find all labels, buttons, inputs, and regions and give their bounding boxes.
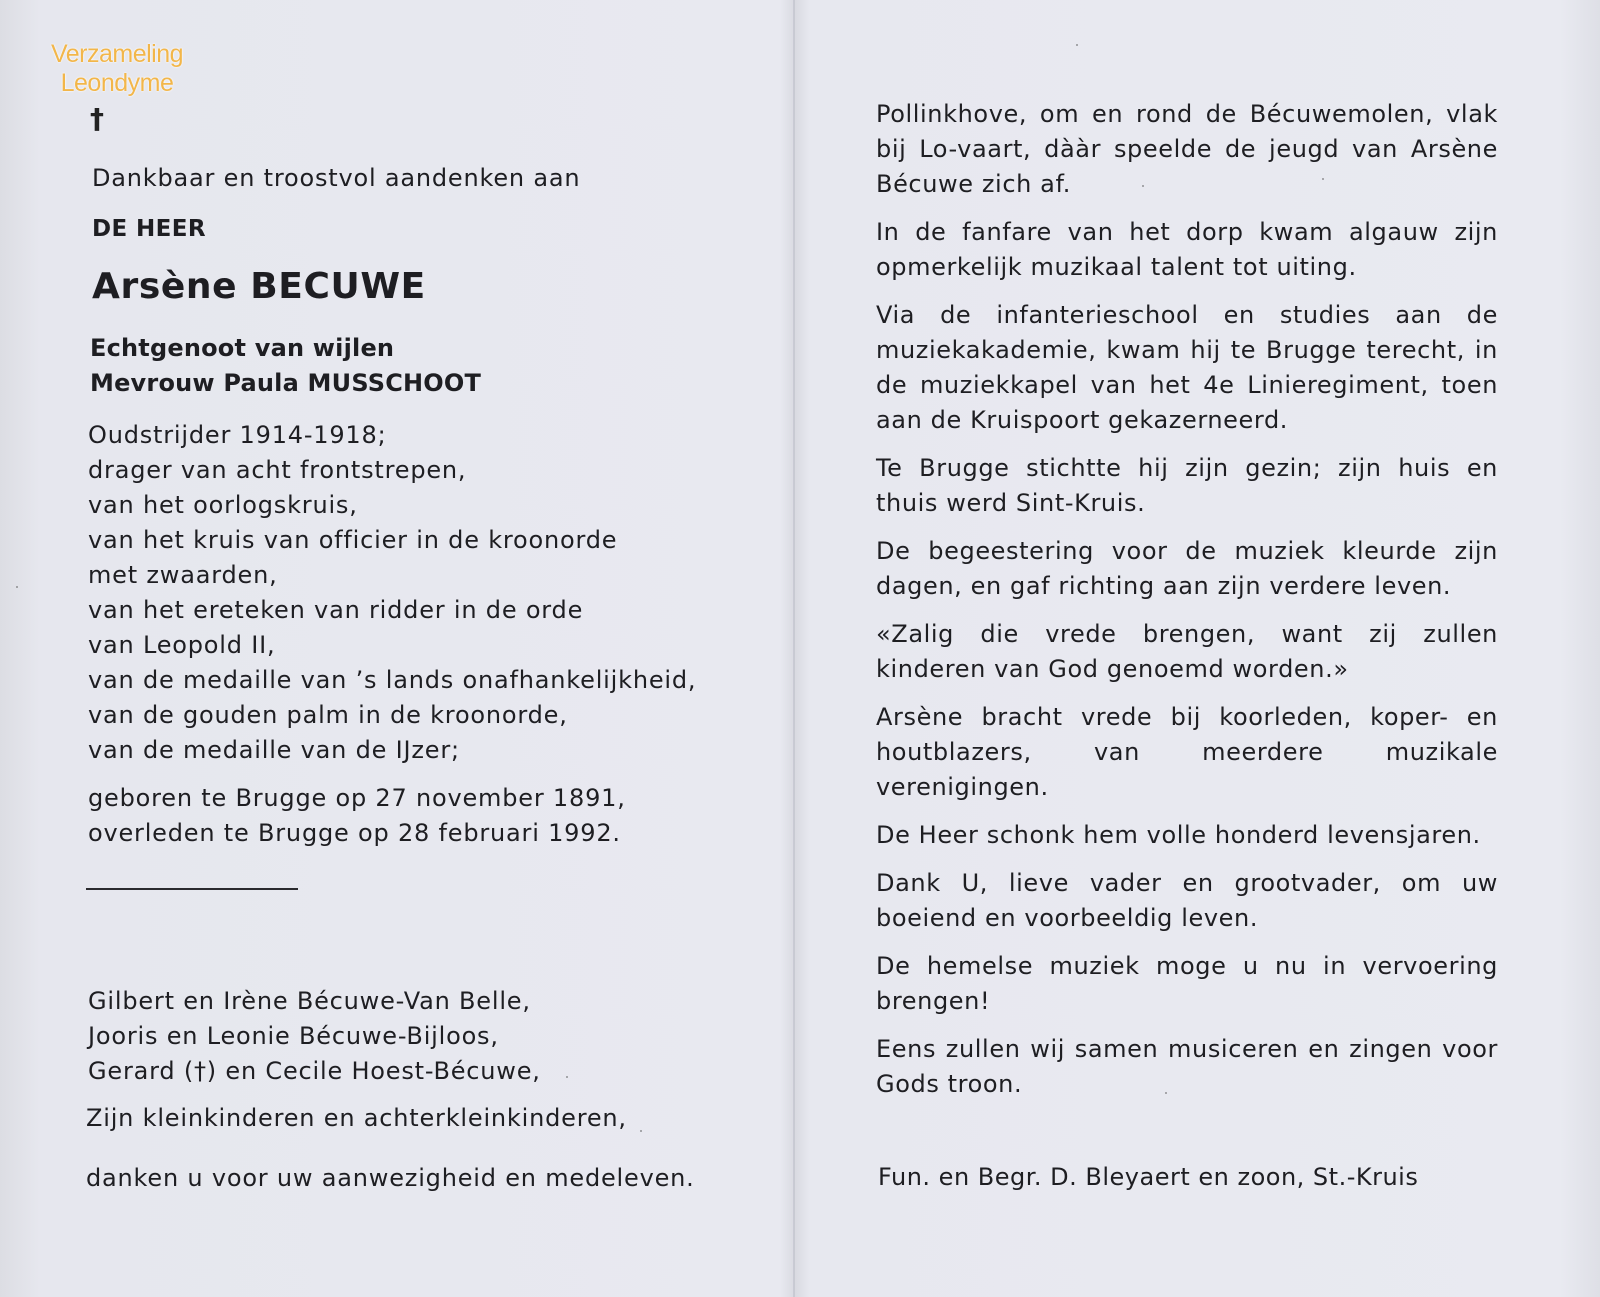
deceased-name: Arsène BECUWE [92,266,426,307]
collection-watermark [32,40,202,98]
biography-text [876,97,1498,1115]
divider-rule [86,888,298,890]
honours-line: van de gouden palm in de kroonorde, [88,701,568,729]
honours-line: van het oorlogskruis, [88,491,358,519]
honours-line: van het kruis van officier in de kroonorde [88,526,618,554]
honours-line: van de medaille van de IJzer; [88,736,460,764]
paper-speck [566,1076,568,1078]
biography-paragraph: Arsène bracht vrede bij koorleden, koper- en houtblazers, van meerdere muzikale verenigingen. [876,703,1498,801]
thanks-line: danken u voor uw aanwezigheid en medeleven. [86,1164,695,1192]
biography-paragraph: Pollinkhove, om en rond de Bécuwemolen, vlak bij Lo-vaart, dààr speelde de jeugd van Arsène Bécuwe zich af. [876,100,1498,198]
biography-paragraph: De Heer schonk hem volle honderd levensjaren. [876,821,1481,849]
biography-paragraph: Via de infanterieschool en studies aan de muziekakademie, kwam hij te Brugge terecht, in de muziekkapel van het 4e Linieregiment, toen aan de Kruispoort gekazerneerd. [876,301,1498,434]
biography-paragraph: Dank U, lieve vader en grootvader, om uw boeiend en voorbeeldig leven. [876,869,1498,932]
death-line: overleden te Brugge op 28 februari 1992. [88,819,621,847]
biography-paragraph: Eens zullen wij samen musiceren en zingen voor Gods troon. [876,1035,1498,1098]
birth-line: geboren te Brugge op 27 november 1891, [88,784,626,812]
honours-line: van het ereteken van ridder in de orde [88,596,584,624]
honours-line: met zwaarden, [88,561,278,589]
intro-line: Dankbaar en troostvol aandenken aan [92,164,581,192]
spouse-info [90,331,481,401]
family-line: Jooris en Leonie Bécuwe-Bijloos, [88,1022,499,1050]
biography-paragraph: Te Brugge stichtte hij zijn gezin; zijn huis en thuis werd Sint-Kruis. [876,454,1498,517]
paper-speck [1142,185,1144,187]
life-dates [88,781,626,851]
spouse-line-1: Echtgenoot van wijlen [90,334,395,362]
family-line: Gilbert en Irène Bécuwe-Van Belle, [88,987,531,1015]
paper-speck [1322,178,1324,180]
biography-paragraph: De begeestering voor de muziek kleurde zijn dagen, en gaf richting aan zijn verdere leven. [876,537,1498,600]
watermark-line-2: Leondyme [60,69,174,97]
biography-paragraph: «Zalig die vrede brengen, want zij zullen kinderen van God genoemd worden.» [876,620,1498,683]
paper-speck [16,586,18,588]
grandchildren-line: Zijn kleinkinderen en achterkleinkinderen, [86,1104,627,1132]
cross-icon: † [90,102,104,135]
card-fold [793,0,795,1297]
family-list [88,984,541,1089]
biography-paragraph: In de fanfare van het dorp kwam algauw zijn opmerkelijk muzikaal talent tot uiting. [876,218,1498,281]
honours-line: van Leopold II, [88,631,276,659]
paper-speck [1076,44,1078,46]
watermark-line-1: Verzameling [50,40,184,68]
honours-line: van de medaille van ’s lands onafhankelijkheid, [88,666,697,694]
honours-list [88,418,696,768]
spouse-line-2: Mevrouw Paula MUSSCHOOT [90,369,482,397]
paper-speck [640,1130,642,1132]
biography-paragraph: De hemelse muziek moge u nu in vervoering brengen! [876,952,1498,1015]
family-line: Gerard (†) en Cecile Hoest-Bécuwe, [88,1057,541,1085]
honours-line: Oudstrijder 1914-1918; [88,421,387,449]
honorific-title: DE HEER [92,216,206,242]
paper-speck [1165,1092,1167,1094]
honours-line: drager van acht frontstrepen, [88,456,467,484]
undertaker-credit: Fun. en Begr. D. Bleyaert en zoon, St.-Kruis [878,1163,1419,1191]
